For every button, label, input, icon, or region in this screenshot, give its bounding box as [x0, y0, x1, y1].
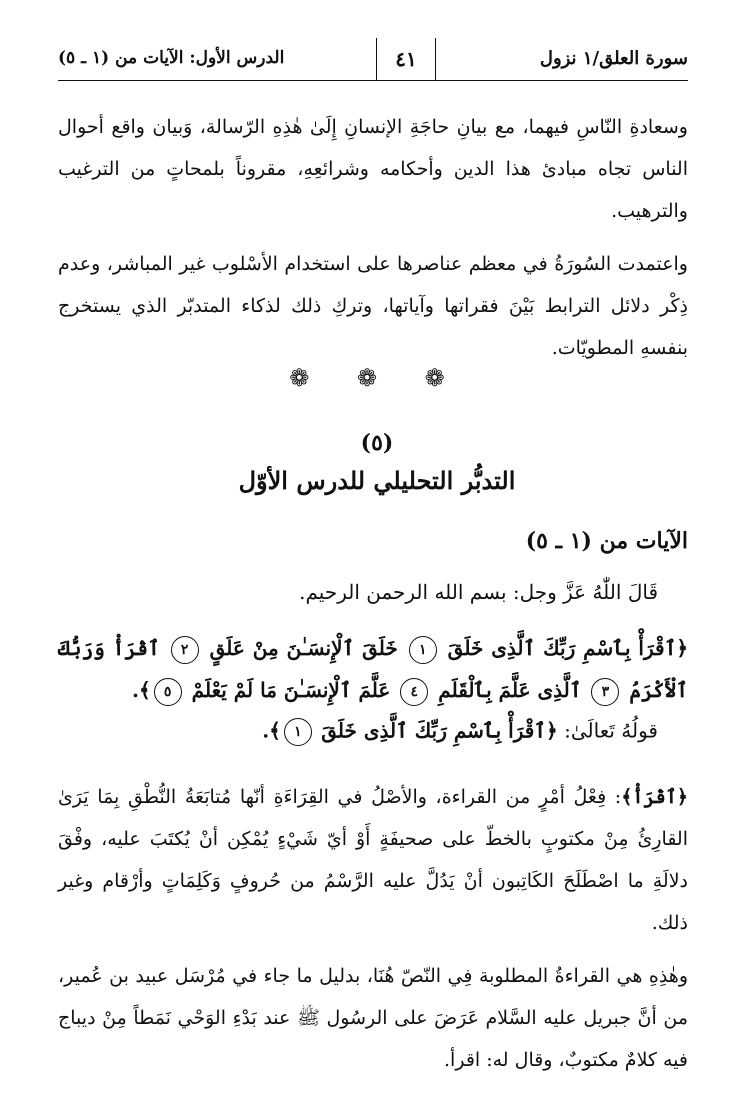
quran-verses — [58, 627, 688, 711]
qawl-ayah-number: ١ — [284, 718, 312, 746]
verse-open-bracket: ﴿ — [676, 636, 689, 660]
ayah-number-1: ١ — [409, 636, 437, 664]
header-surah: سورة العلق/١ نزول — [539, 48, 688, 69]
qawl-close: ﴾. — [262, 718, 281, 743]
ayah-number-5: ٥ — [154, 678, 182, 706]
qawl-verse: ﴿ٱقْرَأْ بِٱسْمِ رَبِّكَ ٱلَّذِى خَلَقَ — [321, 718, 558, 743]
page-number: ٤١ — [376, 38, 436, 80]
ayah-number-3: ٣ — [591, 678, 619, 706]
basmala-line: قَالَ اللّٰهُ عَزَّ وجل: بسم الله الرحمن الرحيم. — [299, 580, 658, 604]
section-title: التدبُّر التحليلي للدرس الأوّل — [238, 466, 516, 495]
subheading: الآيات من (١ ـ ٥) — [525, 528, 688, 554]
page-header — [58, 38, 688, 81]
verse-close-bracket: ﴾. — [131, 678, 151, 702]
paragraph-3-text: : فِعْلُ أمْرٍ من القراءة، والأصْلُ في القِرَاءَةِ أنّها مُتابَعَةُ النُّطْقِ بِمَا يَرَىٰ القارِئُ مِنْ مكتوبٍ بالخطّ على صحيفَةٍ أَوْ أيّ شَيْءٍ يُمْكِن أنْ يُكتَبَ عليه، وفْقَ دلالَةِ ما اصْطَلَحَ الكَاتِبون أنْ يَدُلَّ عليه الرَّسْمُ من حُروفٍ وَكَلِمَاتٍ وأرْقام وغير ذلك. — [58, 786, 688, 934]
paragraph-3 — [58, 776, 688, 944]
qawl-line — [262, 718, 658, 746]
paragraph-3-lead: ﴿ٱقْرَأْ﴾ — [621, 786, 688, 808]
verse-5: عَلَّمَ ٱلْإِنسَـٰنَ مَا لَمْ يَعْلَمْ — [191, 678, 391, 702]
header-lesson: الدرس الأول: الآيات من (١ ـ ٥) — [58, 48, 285, 68]
verse-3: ٱقْرَأْ وَرَبُّكَ ٱلْأَكْرَمُ — [58, 636, 688, 702]
verse-1: ٱقْرَأْ بِٱسْمِ رَبِّكَ ٱلَّذِى خَلَقَ — [447, 636, 677, 660]
verse-4: ٱلَّذِى عَلَّمَ بِٱلْقَلَمِ — [438, 678, 582, 702]
paragraph-4: وهٰذِهِ هي القراءةُ المطلوبة فِي النّصّ هُنَا، بدليل ما جاء في مُرْسَل عبيد بن عُمير، من أنَّ جبريل عليه السَّلام عَرَضَ على الرسُول ﷺ عند بَدْءِ الوَحْي نَمَطاً مِنْ ديباج فيه كلامٌ مكتوبٌ، وقال له: اقرأ. — [58, 965, 688, 1071]
paragraph-1: وسعادةِ النّاسِ فيهما، مع بيانِ حاجَةِ الإنسانِ إِلَىٰ هٰذِهِ الرّسالة، وَبيان واقع أحوال الناس تجاه مبادئ هذا الدين وأحكامه وشرائعِهِ، مقروناً بلمحاتٍ من الترغيب والترهيب. — [58, 116, 688, 222]
ayah-number-4: ٤ — [400, 678, 428, 706]
qawl-prefix: قولُهُ تَعالَىٰ: — [564, 718, 658, 743]
ayah-number-2: ٢ — [171, 636, 199, 664]
verse-2: خَلَقَ ٱلْإِنسَـٰنَ مِنْ عَلَقٍ — [209, 636, 398, 660]
section-number: (٥) — [360, 430, 394, 456]
separator-stars: ❁ ❁ ❁ — [289, 364, 465, 392]
paragraph-2: واعتمدت السُورَةُ في معظم عناصرها على استخدام الأسْلوب غير المباشر، وعدم ذِكْر دلائل الترابط بَيْنَ فقراتها وآياتها، وتركِ ذلك لذكاء المتدبّر الذي يستخرج بنفسهِ المطويّات. — [58, 253, 688, 359]
